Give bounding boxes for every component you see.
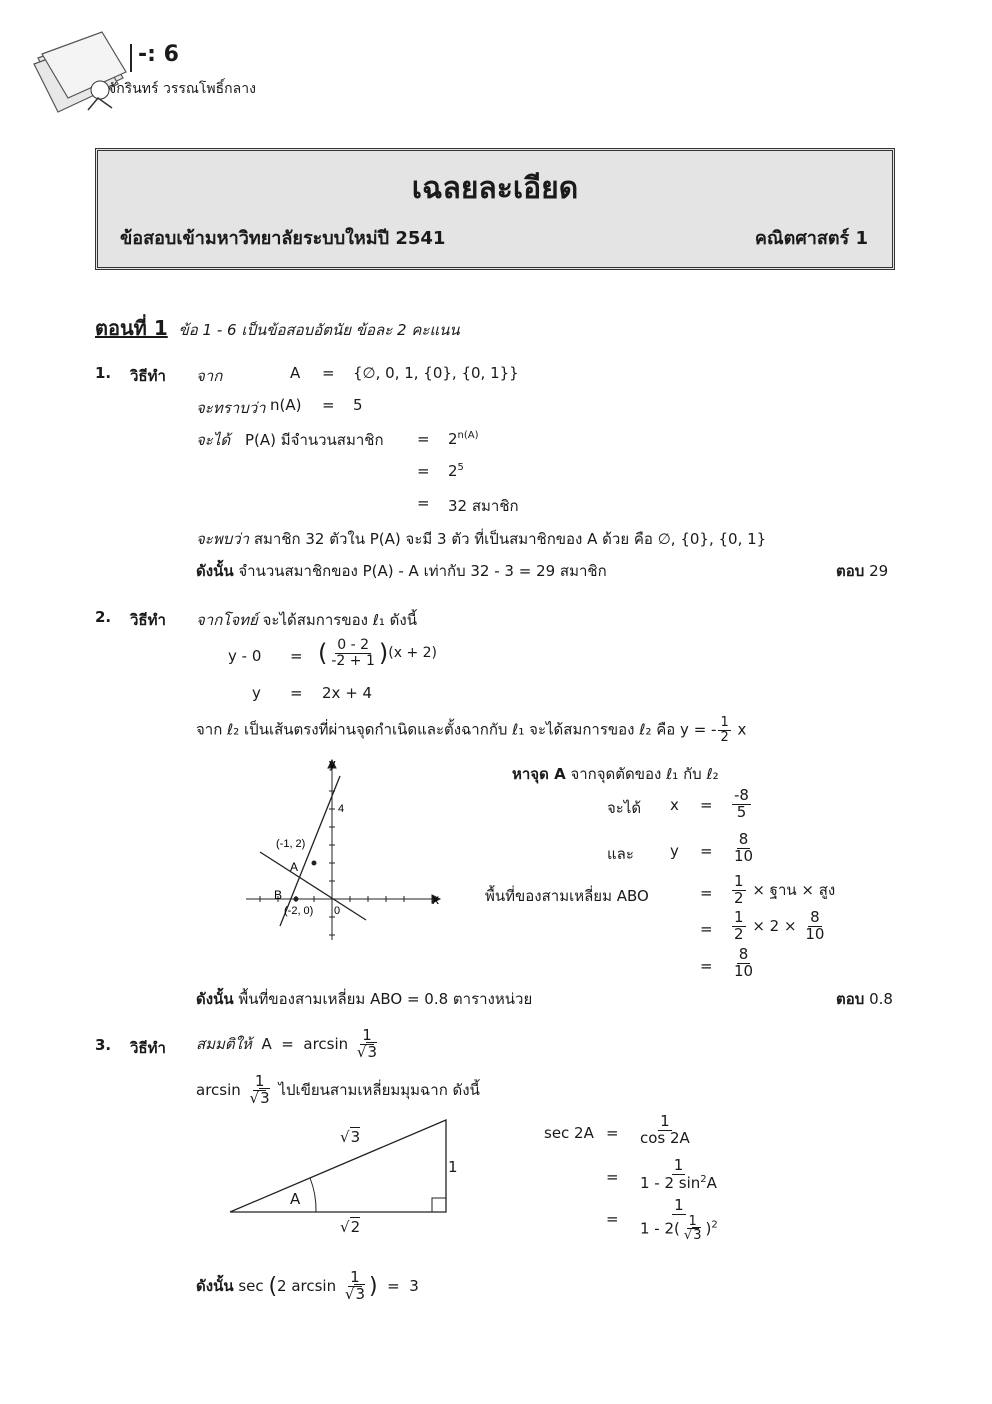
point-B-label: B (274, 888, 283, 902)
q3-draw-line: arcsin $\frac{1}{√3}$ ไปเขียนสามเหลี่ยมมุมฉาก ดังนี้ (196, 1072, 480, 1107)
q3-step3-one-minus: 1 - 2 (640, 1219, 675, 1238)
q2-eq2: = (290, 684, 303, 702)
subject-label: คณิตศาสตร์ 1 (754, 228, 868, 249)
q1-therefore: ดังนั้น (196, 562, 234, 580)
q2-x-num: -8 (734, 786, 749, 804)
q2-half-den: 2 (720, 729, 729, 745)
q1-pow2-base: 2 (448, 462, 458, 480)
q2-area-step3 (730, 947, 757, 980)
q1-get: จะได้ (196, 431, 231, 449)
q2-therefore: ดังนั้น (196, 990, 234, 1008)
q1-eq5: = (417, 494, 430, 512)
q1-nA-value: 5 (353, 396, 363, 414)
q1-pow1-exp: n(A) (457, 430, 479, 441)
q2-y-num: 8 (738, 830, 749, 848)
q1-pow1 (448, 430, 479, 448)
q3-assume-line: สมมติให้ A = arcsin $\frac{1}{√3}$ (196, 1026, 378, 1061)
q1-eq3: = (417, 430, 430, 448)
q1-conclusion-text: จำนวนสมาชิกของ P(A) - A เท่ากับ 32 - 3 = 29 สมาชิก (238, 562, 607, 580)
q1-from: จาก (196, 367, 223, 385)
q3-step3-inner-num: 1 (688, 1213, 697, 1229)
q3-final-arcsin: 2 arcsin (277, 1276, 337, 1295)
q2-and: และ (607, 845, 634, 863)
q1-method: วิธีทำ (130, 367, 166, 385)
q1-pow1-base: 2 (448, 430, 458, 448)
q2-answer-value: 0.8 (869, 990, 893, 1008)
q2-area3-den: 10 (734, 961, 754, 980)
q3-step3: 1 1 - 2( $\frac{1}{√3}$ )$^2$ (640, 1196, 718, 1244)
q3-step3-sq: 2 (711, 1219, 718, 1231)
q3-assume: สมมติให้ (196, 1034, 252, 1053)
q3-final-num: 1 (350, 1268, 360, 1286)
q2-find-A (512, 762, 719, 786)
point-minus2-0 (294, 897, 299, 902)
q2-area-step1 (730, 874, 835, 907)
q2-eq1: = (290, 647, 303, 665)
q3-eq4: = (606, 1210, 619, 1228)
angle-A-label: A (290, 1190, 301, 1208)
q3-frac2-den: 3 (260, 1088, 270, 1107)
q2-perp-text: จาก ℓ₂ เป็นเส้นตรงที่ผ่านจุดกำเนิดและตั้งฉากกับ ℓ₁ จะได้สมการของ ℓ₂ คือ y = - (196, 720, 717, 739)
q3-final-den: 3 (355, 1284, 365, 1303)
q2-perp-line (196, 716, 746, 744)
q2-answer (836, 987, 893, 1011)
q2-slope-expression: ( $\frac{0 - 2}{-2 + 1}$ )(x + 2) (318, 637, 437, 669)
q2-area2-half-den: 2 (734, 924, 744, 943)
q1-find-text: สมาชิก 32 ตัวใน P(A) จะมี 3 ตัว ที่เป็นสมาชิกของ A ด้วย คือ ∅, {0}, {0, 1} (253, 530, 767, 548)
angle-A-arc (310, 1178, 316, 1212)
q2-number: 2. (95, 608, 112, 626)
part-description: ข้อ 1 - 6 เป็นข้อสอบอัตนัย ข้อละ 2 คะแนน (178, 321, 460, 339)
q3-draw-text: ไปเขียนสามเหลี่ยมมุมฉาก ดังนี้ (278, 1080, 480, 1099)
q1-conclusion (196, 559, 607, 583)
q3-final-value: 3 (409, 1276, 419, 1295)
author-name: จักรินทร์ วรรณโพธิ์กลาง (108, 81, 256, 97)
right-angle-mark (432, 1198, 446, 1212)
q3-number: 3. (95, 1036, 112, 1054)
q2-intro-text: จะได้สมการของ ℓ₁ ดังนี้ (262, 611, 417, 629)
line-l1 (280, 776, 340, 926)
q2-area1-den: 2 (734, 888, 744, 907)
q1-answer-label: ตอบ (836, 562, 865, 580)
q3-arcsin2: arcsin (196, 1080, 241, 1099)
page-title: เฉลยละเอียด (411, 171, 579, 206)
q3-final-eq: = (387, 1276, 400, 1295)
part-heading (95, 312, 460, 344)
q3-frac2-num: 1 (254, 1072, 265, 1090)
right-triangle (230, 1120, 446, 1212)
q2-conclusion (196, 987, 532, 1011)
q2-area1-num: 1 (734, 872, 744, 890)
q2-perp-tail: x (737, 720, 747, 739)
q2-eq3: = (700, 796, 713, 814)
q2-slope-tail: (x + 2) (388, 645, 437, 662)
q3-step3-inner-den: 3 (693, 1228, 702, 1244)
q2-area1-tail: × ฐาน × สูง (752, 880, 836, 899)
q2-x-den: 5 (736, 802, 747, 821)
q2-area2-num: 8 (810, 908, 820, 926)
q1-answer (836, 559, 888, 583)
header-rule (130, 44, 132, 72)
q1-find-line (196, 527, 766, 551)
q3-step1 (636, 1114, 694, 1147)
q2-eq6: = (700, 920, 713, 938)
q2-line2-rhs: 2x + 4 (322, 684, 373, 702)
q2-intro-italic: จากโจทย์ (196, 611, 258, 629)
page-number: -: 6 (138, 42, 179, 67)
part-title: ตอนที่ 1 (95, 316, 168, 340)
adjacent-label: √2 (340, 1218, 361, 1236)
q2-find-A-text: จากจุดตัดของ ℓ₁ กับ ℓ₂ (570, 765, 719, 783)
title-box (95, 148, 895, 270)
q2-y-den: 10 (734, 846, 754, 865)
q1-know: จะทราบว่า (196, 399, 266, 417)
q2-area-label: พื้นที่ของสามเหลี่ยม ABO (485, 887, 649, 905)
q3-method: วิธีทำ (130, 1039, 166, 1057)
q1-set-lhs: A (290, 364, 301, 382)
q2-eq4: = (700, 842, 713, 860)
q2-area-step2 (730, 910, 828, 943)
point-A-label: A (290, 860, 299, 874)
q3-final-sec: sec (238, 1276, 264, 1295)
q2-slope-num: 0 - 2 (337, 637, 370, 653)
q2-eq5: = (700, 884, 713, 902)
y-intercept-label: 4 (338, 803, 345, 815)
q3-step3-num: 1 (674, 1196, 684, 1214)
q3-eq2: = (606, 1124, 619, 1142)
q3-eq3: = (606, 1168, 619, 1186)
q2-x-var: x (670, 796, 679, 814)
q2-eq7: = (700, 957, 713, 975)
q1-result: 32 สมาชิก (448, 497, 519, 515)
q3-sec-label: sec 2A (544, 1124, 594, 1142)
q1-number: 1. (95, 364, 112, 382)
q2-half-num: 1 (720, 715, 729, 730)
q1-find-label: จะพบว่า (196, 530, 250, 548)
q2-method: วิธีทำ (130, 611, 166, 629)
q1-set-rhs: {∅, 0, 1, {0}, {0, 1}} (353, 364, 519, 382)
q2-graph (240, 756, 450, 946)
point-label-minus2-0: (-2, 0) (284, 905, 314, 917)
q1-pow2-exp: 5 (457, 462, 464, 473)
q2-area2-mid: × 2 × (752, 916, 797, 935)
q3-final: ดังนั้น sec (2 arcsin $\frac{1}{√3}$ ) = 3 (196, 1268, 419, 1303)
q1-eq: = (322, 364, 335, 382)
hypotenuse-value: 3 (350, 1128, 361, 1146)
q2-intro (196, 608, 417, 632)
origin-label: 0 (334, 905, 341, 917)
q3-frac1-num: 1 (362, 1026, 372, 1044)
q3-step2-den: 1 - 2 sin (640, 1173, 701, 1192)
q3-step1-num: 1 (660, 1112, 670, 1130)
opposite-label: 1 (448, 1158, 458, 1176)
q1-pA-label: P(A) มีจำนวนสมาชิก (245, 431, 384, 449)
hypotenuse-label: √3 (340, 1128, 361, 1146)
point-label-minus1-2: (-1, 2) (276, 838, 306, 850)
exam-subtitle: ข้อสอบเข้ามหาวิทยาลัยระบบใหม่ปี 2541 (120, 228, 446, 249)
q3-step1-den: cos 2A (640, 1128, 690, 1147)
q2-answer-label: ตอบ (836, 990, 865, 1008)
q2-x-value (730, 788, 753, 821)
q1-nA: n(A) (270, 396, 302, 414)
q2-line1-lhs: y - 0 (228, 647, 262, 665)
point-minus1-2 (312, 861, 317, 866)
q3-arcsin1: arcsin (303, 1034, 349, 1053)
q1-answer-value: 29 (869, 562, 889, 580)
q2-area2-half-num: 1 (734, 908, 744, 926)
q2-area3-num: 8 (738, 945, 749, 963)
q1-pow2 (448, 462, 464, 480)
q3-eq1: = (281, 1034, 294, 1053)
q2-line2-lhs: y (252, 684, 261, 702)
q2-slope-den: -2 + 1 (331, 652, 375, 669)
q3-frac1-den: 3 (367, 1042, 378, 1061)
q1-eq4: = (417, 462, 430, 480)
q2-find-A-bold: หาจุด A (512, 765, 566, 783)
q3-A: A (261, 1034, 272, 1053)
q3-step2-num: 1 (673, 1156, 684, 1174)
q2-y-var: y (670, 842, 679, 860)
q2-y-value (730, 832, 757, 865)
q3-step2: $\frac{1}{1 - 2 \sin^2A}$ (640, 1156, 717, 1192)
q3-step2-sq: 2 (700, 1173, 707, 1185)
q2-area2-den: 10 (805, 924, 825, 943)
header-papers-illustration (28, 28, 138, 118)
x-axis-label: x (432, 891, 439, 907)
adjacent-value: 2 (350, 1218, 361, 1236)
q2-get: จะได้ (607, 799, 642, 817)
q2-conclusion-text: พื้นที่ของสามเหลี่ยม ABO = 0.8 ตารางหน่วย (238, 990, 533, 1008)
q3-therefore: ดังนั้น (196, 1276, 234, 1295)
y-axis-label: y (329, 756, 336, 771)
q1-eq2: = (322, 396, 335, 414)
